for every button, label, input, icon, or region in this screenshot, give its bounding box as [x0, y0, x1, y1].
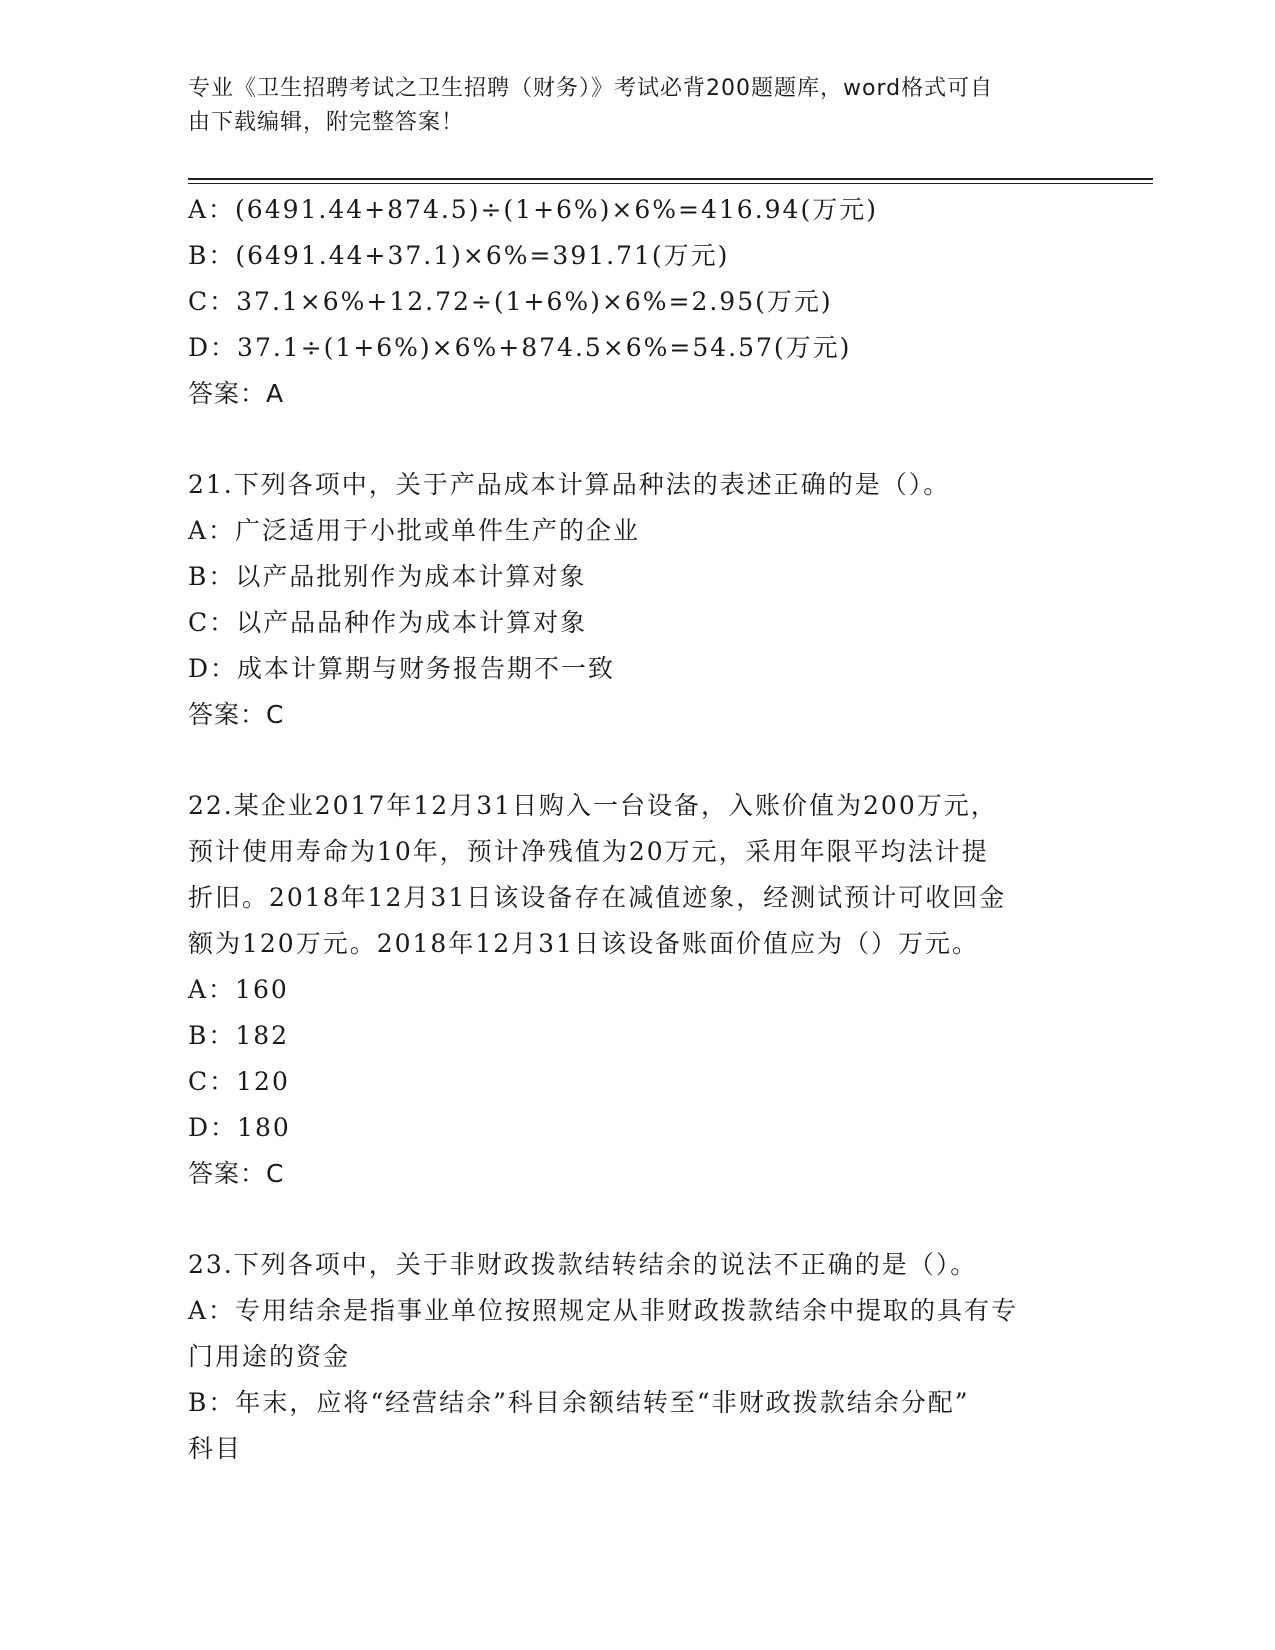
- question-content: [188, 187, 1088, 1472]
- question-23: [188, 1242, 1088, 1472]
- question-stem-line-3: 折旧。2018年12月31日该设备存在减值迹象，经测试预计可收回金: [188, 883, 1007, 912]
- header-line-1: 专业《卫生招聘考试之卫生招聘（财务）》考试必背200题题库，word格式可自: [188, 76, 994, 101]
- answer: 答案：A: [188, 379, 285, 408]
- question-22: [188, 783, 1088, 1197]
- answer: 答案：C: [188, 1159, 285, 1188]
- option-a: A：160: [188, 975, 289, 1004]
- question-21: [188, 462, 1088, 738]
- option-a-line-2: 门用途的资金: [188, 1342, 351, 1371]
- option-b: B：182: [188, 1021, 290, 1050]
- spacer: [188, 417, 1088, 462]
- question-stem-line-2: 预计使用寿命为10年，预计净残值为20万元，采用年限平均法计提: [188, 837, 989, 866]
- option-c: C：120: [188, 1067, 290, 1096]
- header-line-2: 由下载编辑，附完整答案！: [188, 110, 465, 135]
- option-a: A：广泛适用于小批或单件生产的企业: [188, 516, 641, 545]
- question-stem-line-1: 22.某企业2017年12月31日购入一台设备，入账价值为200万元，: [188, 791, 998, 820]
- question-stem: 23.下列各项中，关于非财政拨款结转结余的说法不正确的是（）。: [188, 1250, 978, 1279]
- question-stem-line-4: 额为120万元。2018年12月31日该设备账面价值应为（）万元。: [188, 929, 979, 958]
- spacer: [188, 1197, 1088, 1242]
- spacer: [188, 738, 1088, 783]
- header-rule-thick: [188, 178, 1153, 180]
- option-b: B：以产品批别作为成本计算对象: [188, 562, 587, 591]
- option-d: D：37.1÷(1+6%)×6%+874.5×6%=54.57(万元): [188, 333, 852, 362]
- option-a: A：(6491.44+874.5)÷(1+6%)×6%=416.94(万元): [188, 195, 878, 224]
- option-d: D：180: [188, 1113, 291, 1142]
- option-d: D：成本计算期与财务报告期不一致: [188, 654, 616, 683]
- document-header: [188, 72, 1088, 140]
- question-stem: 21.下列各项中，关于产品成本计算品种法的表述正确的是（）。: [188, 470, 951, 499]
- option-b: B：(6491.44+37.1)×6%=391.71(万元): [188, 241, 730, 270]
- option-c: C：以产品品种作为成本计算对象: [188, 608, 588, 637]
- question-20: [188, 187, 1088, 417]
- option-a-line-1: A：专用结余是指事业单位按照规定从非财政拨款结余中提取的具有专: [188, 1296, 1019, 1325]
- option-c: C：37.1×6%+12.72÷(1+6%)×6%=2.95(万元): [188, 287, 833, 316]
- answer: 答案：C: [188, 700, 285, 729]
- header-rule-thin: [188, 183, 1153, 184]
- option-b-line-1: B：年末，应将“经营结余”科目余额结转至“非财政拨款结余分配”: [188, 1388, 970, 1417]
- option-b-line-2: 科目: [188, 1434, 243, 1463]
